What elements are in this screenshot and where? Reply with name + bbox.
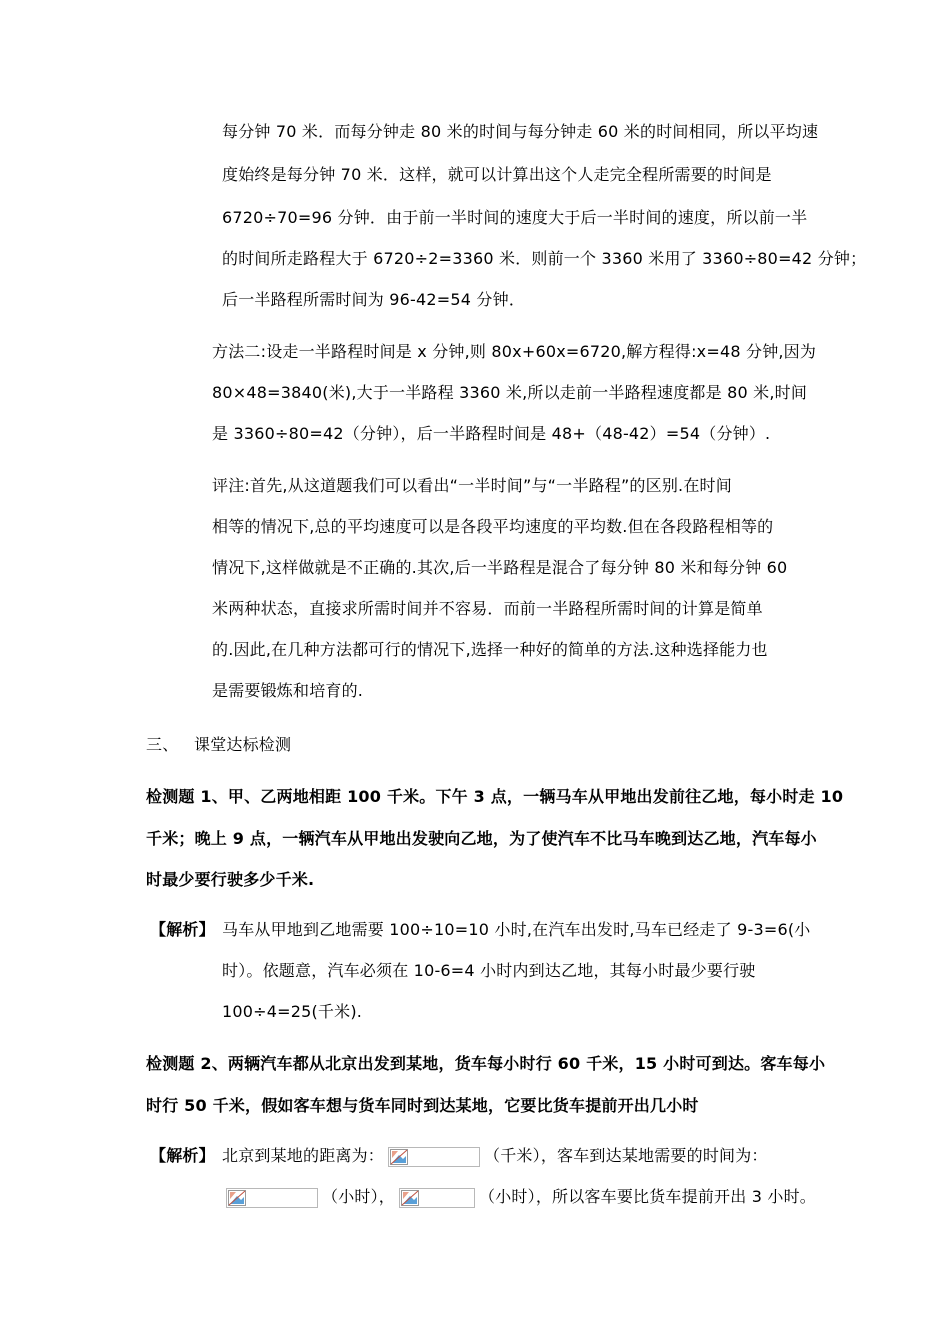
method1-line: 的时间所走路程大于 6720÷2=3360 米．则前一个 3360 米用了 3360÷80=42 分钟； (222, 249, 867, 268)
comment-line: 相等的情况下,总的平均速度可以是各段平均速度的平均数.但在各段路程相等的 (212, 517, 774, 536)
method2-line: 是 3360÷80=42（分钟），后一半路程时间是 48+（48-42）=54（分钟）. (212, 424, 771, 443)
q2-answer-line (222, 1185, 816, 1209)
q2-answer-label: 【解析】 (150, 1146, 215, 1165)
q1-line: 千米；晚上 9 点，一辆汽车从甲地出发驶向乙地，为了使汽车不比马车晚到达乙地，汽车每小 (146, 829, 817, 848)
q1-answer-line: 100÷4=25(千米). (222, 1002, 363, 1021)
method2-line: 方法二:设走一半路程时间是 x 分钟,则 80x+60x=6720,解方程得:x=48 分钟,因为 (212, 342, 817, 361)
comment-line: 米两种状态，直接求所需时间并不容易．而前一半路程所需时间的计算是简单 (212, 599, 763, 618)
q2-answer-text: （小时）， (322, 1187, 396, 1206)
q2-answer-text: （小时），所以客车要比货车提前开出 3 小时。 (479, 1187, 816, 1206)
section-title: 课堂达标检测 (194, 735, 292, 754)
q2-line: 时行 50 千米，假如客车想与货车同时到达某地，它要比货车提前开出几小时 (146, 1096, 699, 1115)
comment-line: 是需要锻炼和培育的. (212, 681, 364, 700)
comment-line: 情况下,这样做就是不正确的.其次,后一半路程是混合了每分钟 80 米和每分钟 60 (212, 558, 788, 577)
q1-line: 时最少要行驶多少千米. (146, 870, 315, 889)
q2-answer-line (222, 1144, 768, 1168)
section-number: 三、 (146, 735, 179, 754)
q2-answer-text: （千米），客车到达某地需要的时间为： (484, 1146, 768, 1165)
comment-line: 评注:首先,从这道题我们可以看出“一半时间”与“一半路程”的区别.在时间 (212, 476, 732, 495)
formula-image-icon (399, 1188, 475, 1208)
comment-line: 的.因此,在几种方法都可行的情况下,选择一种好的简单的方法.这种选择能力也 (212, 640, 768, 659)
q2-answer-text: 北京到某地的距离为： (222, 1146, 385, 1165)
q1-answer-label: 【解析】 (150, 920, 215, 939)
q1-line: 检测题 1、甲、乙两地相距 100 千米。下午 3 点，一辆马车从甲地出发前往乙地，每小时走 10 (146, 787, 844, 806)
method2-line: 80×48=3840(米),大于一半路程 3360 米,所以走前一半路程速度都是 80 米,时间 (212, 383, 808, 402)
formula-image-icon (388, 1147, 480, 1167)
method1-line: 后一半路程所需时间为 96-42=54 分钟． (222, 290, 526, 309)
formula-image-icon (226, 1188, 318, 1208)
q1-answer-line: 马车从甲地到乙地需要 100÷10=10 小时,在汽车出发时,马车已经走了 9-3=6(小 (222, 920, 811, 939)
method1-line: 6720÷70=96 分钟．由于前一半时间的速度大于后一半时间的速度，所以前一半 (222, 208, 808, 227)
q1-answer-line: 时）。依题意，汽车必须在 10-6=4 小时内到达乙地，其每小时最少要行驶 (222, 961, 756, 980)
method1-line: 度始终是每分钟 70 米．这样，就可以计算出这个人走完全程所需要的时间是 (222, 165, 772, 184)
q2-line: 检测题 2、两辆汽车都从北京出发到某地，货车每小时行 60 千米，15 小时可到达。客车每小 (146, 1054, 826, 1073)
method1-line: 每分钟 70 米．而每分钟走 80 米的时间与每分钟走 60 米的时间相同，所以平均速 (222, 122, 819, 141)
